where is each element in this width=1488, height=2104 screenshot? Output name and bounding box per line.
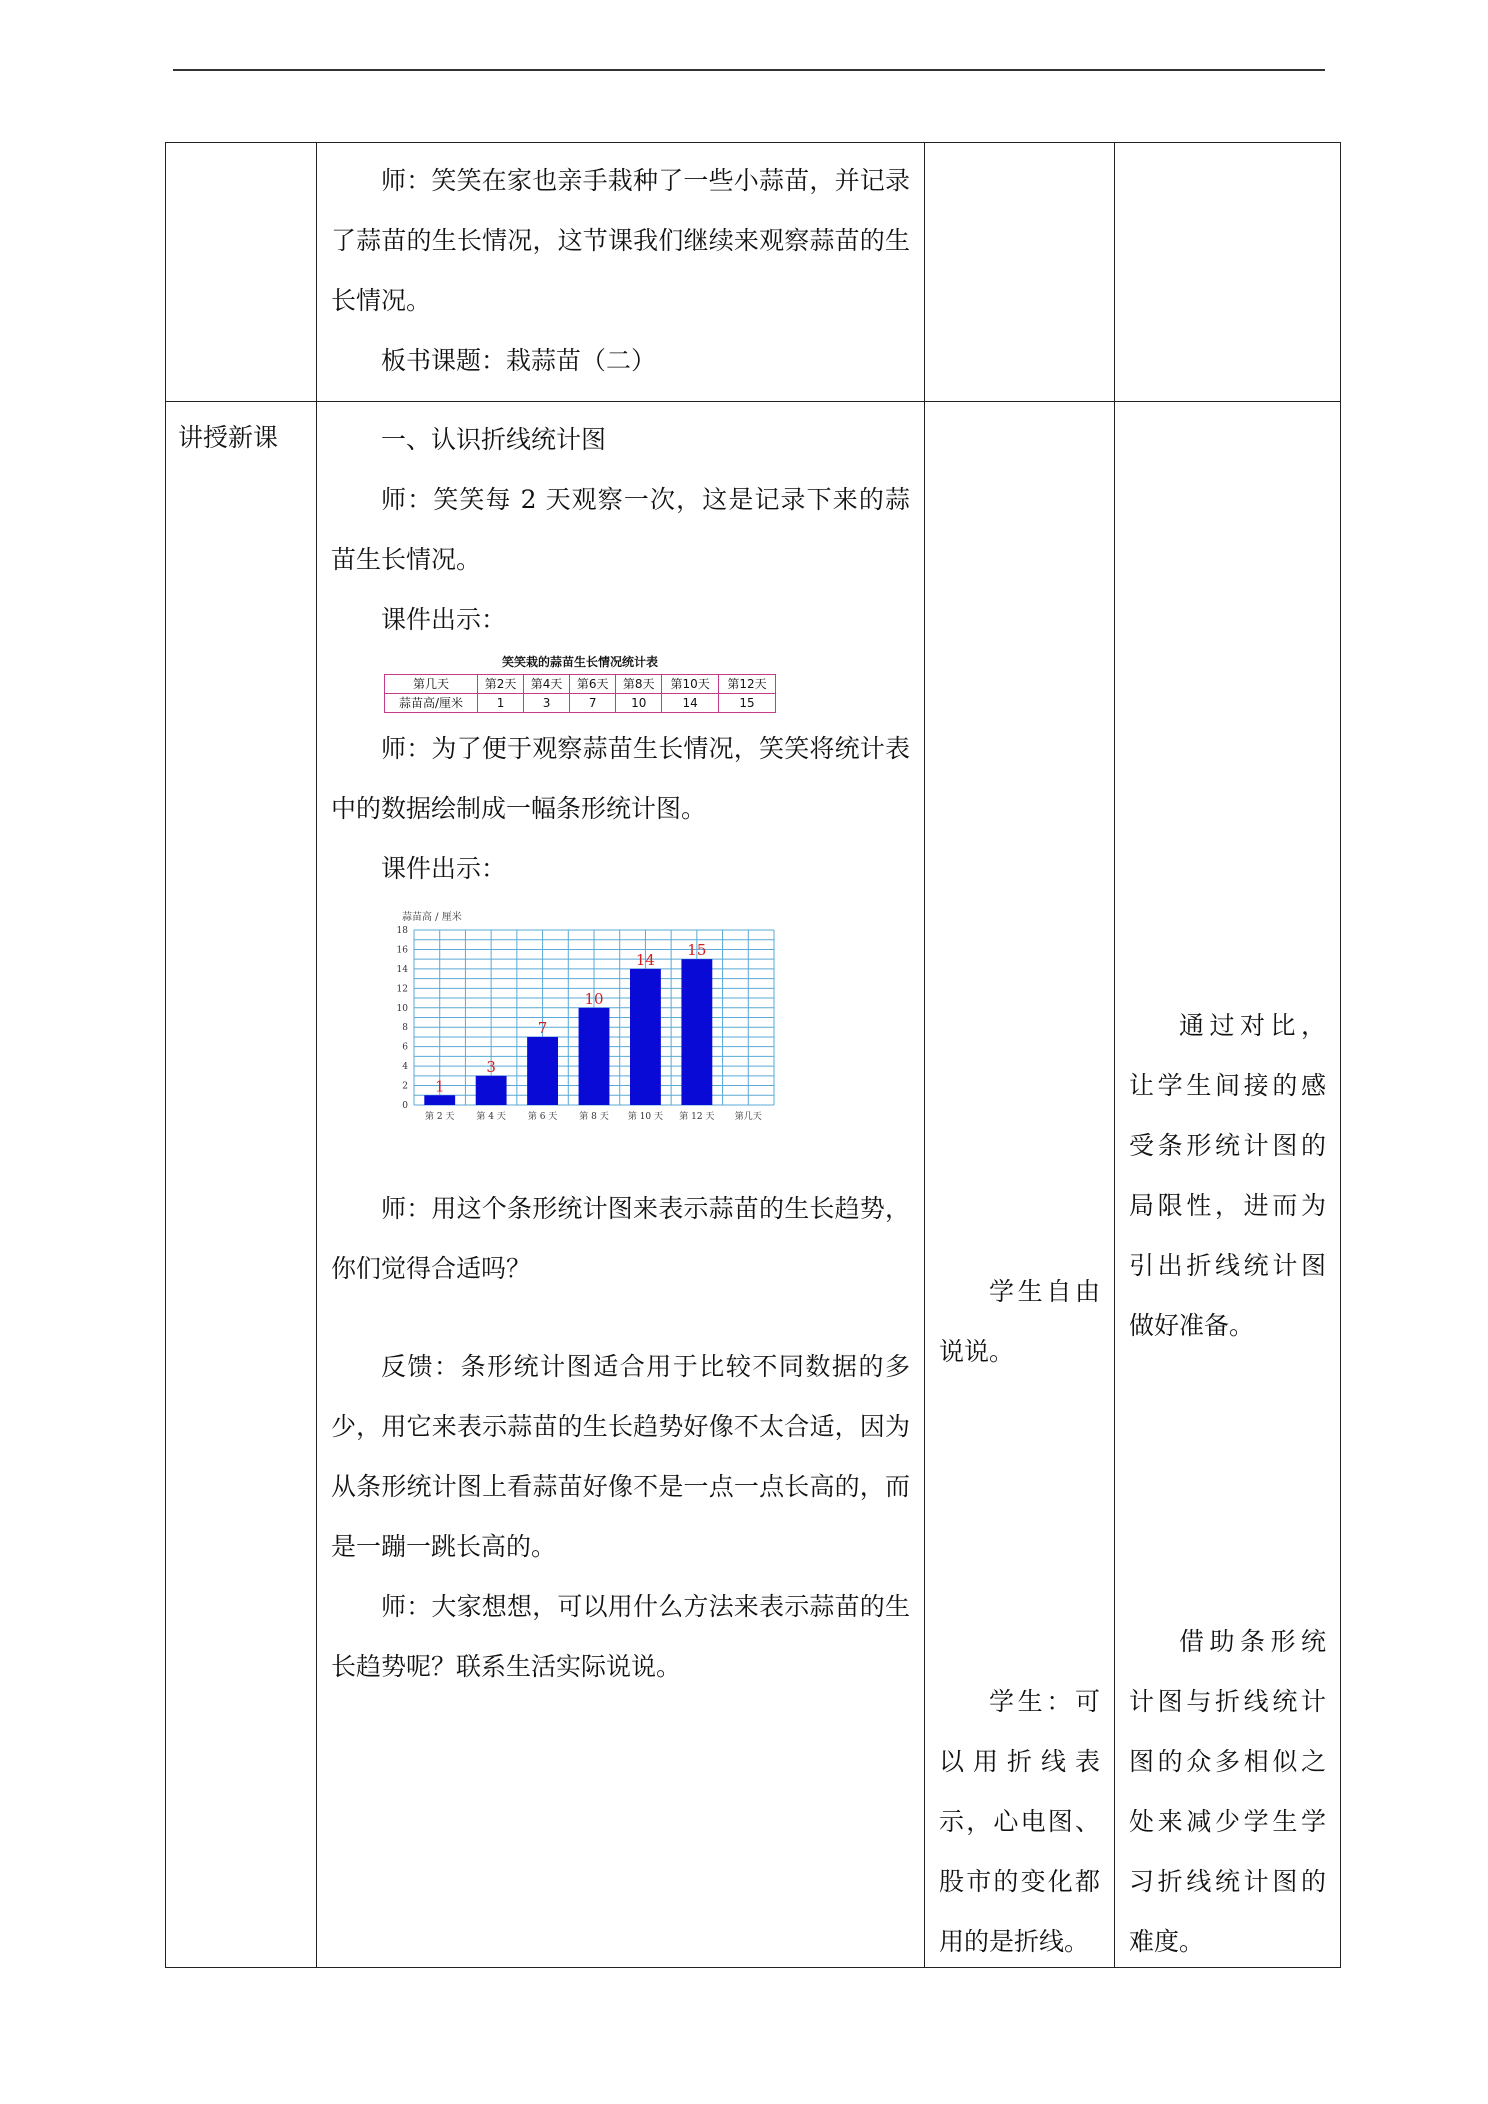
y-tick-label: 10 [396, 1003, 408, 1014]
table-cell: 第8天 [616, 675, 662, 694]
intent-cell-empty [1115, 143, 1341, 402]
section-cell [166, 402, 317, 1968]
table-cell: 14 [662, 694, 719, 713]
bar [630, 969, 661, 1105]
garlic-table [384, 674, 776, 713]
y-tick-label: 0 [402, 1101, 408, 1111]
x-axis-label: 第几天 [734, 1112, 762, 1122]
section-cell-empty [166, 143, 317, 402]
courseware-show-1: 课件出示： [381, 605, 507, 634]
table-cell: 第12天 [719, 675, 776, 694]
teacher-paragraph-4: 师：大家想想，可以用什么方法来表示蒜苗的生长趋势呢？联系生活实际说说。 [331, 1592, 910, 1681]
x-tick-label: 第 10 天 [627, 1112, 664, 1122]
y-tick-label: 12 [396, 984, 408, 995]
table-cell: 第2天 [478, 675, 524, 694]
student-cell-empty [925, 143, 1115, 402]
teacher-paragraph-1: 师：笑笑每 2 天观察一次，这是记录下来的蒜苗生长情况。 [331, 485, 910, 574]
student-activity-1: 学生自由说说。 [939, 1277, 1100, 1366]
y-tick-label: 18 [396, 926, 408, 936]
bar [579, 1008, 610, 1105]
design-intent-2: 借助条形统计图与折线统计图的众多相似之处来减少学生学习折线统计图的难度。 [1129, 1627, 1326, 1956]
table-cell: 第几天 [385, 675, 478, 694]
data-label: 10 [584, 989, 604, 1008]
table-cell: 10 [616, 694, 662, 713]
bar-chart [384, 905, 804, 1135]
content-cell [317, 402, 925, 1968]
bar [527, 1037, 558, 1105]
y-axis-label: 蒜苗高 / 厘米 [402, 912, 462, 923]
section-label: 讲授新课 [178, 423, 279, 452]
x-tick-label: 第 12 天 [679, 1112, 715, 1122]
courseware-show-2: 课件出示： [381, 854, 507, 883]
table-cell: 3 [524, 694, 570, 713]
feedback-paragraph: 反馈：条形统计图适合用于比较不同数据的多少，用它来表示蒜苗的生长趋势好像不太合适，因为从条形统计图上看蒜苗好像不是一点一点长高的，而是一蹦一跳长高的。 [331, 1352, 910, 1561]
table-cell: 蒜苗高/厘米 [385, 694, 478, 713]
table-row-new-lesson [166, 402, 1341, 1968]
bar [424, 1095, 455, 1105]
x-tick-label: 第 2 天 [424, 1112, 455, 1122]
table-row-intro [166, 143, 1341, 402]
intent-cell [1115, 402, 1341, 1968]
table-cell: 15 [719, 694, 776, 713]
student-activity-2: 学生：可以用折线表示，心电图、股市的变化都用的是折线。 [939, 1687, 1100, 1956]
content-cell-intro [317, 143, 925, 402]
teacher-paragraph-3: 师：用这个条形统计图来表示蒜苗的生长趋势，你们觉得合适吗？ [331, 1194, 910, 1283]
section-heading: 一、认识折线统计图 [381, 425, 607, 454]
table-cell: 1 [478, 694, 524, 713]
data-label: 15 [687, 941, 707, 960]
board-title-paragraph: 板书课题：栽蒜苗（二） [381, 346, 657, 375]
y-tick-label: 16 [396, 945, 408, 956]
garlic-table-header [385, 675, 776, 694]
bar [476, 1076, 507, 1105]
data-label: 7 [537, 1018, 548, 1037]
garlic-table-values [385, 694, 776, 713]
garlic-data-table [384, 650, 776, 713]
data-label: 1 [434, 1077, 445, 1096]
bar-chart-svg [384, 905, 804, 1135]
y-tick-label: 6 [402, 1042, 408, 1053]
table-cell: 第4天 [524, 675, 570, 694]
x-tick-label: 第 4 天 [476, 1112, 506, 1122]
data-label: 14 [635, 950, 655, 969]
table-cell: 7 [570, 694, 616, 713]
bar [681, 959, 712, 1105]
teacher-paragraph-2: 师：为了便于观察蒜苗生长情况，笑笑将统计表中的数据绘制成一幅条形统计图。 [331, 734, 910, 823]
lesson-plan-table [165, 142, 1341, 1968]
y-tick-label: 14 [396, 964, 408, 975]
x-tick-label: 第 8 天 [579, 1112, 609, 1122]
x-tick-label: 第 6 天 [527, 1112, 558, 1122]
data-table-title: 笑笑栽的蒜苗生长情况统计表 [501, 655, 658, 669]
y-tick-label: 4 [402, 1062, 408, 1073]
y-tick-label: 8 [402, 1023, 408, 1034]
y-tick-label: 2 [402, 1081, 408, 1092]
student-cell [925, 402, 1115, 1968]
table-cell: 第6天 [570, 675, 616, 694]
intro-paragraph: 师：笑笑在家也亲手栽种了一些小蒜苗，并记录了蒜苗的生长情况，这节课我们继续来观察蒜苗的生长情况。 [331, 166, 910, 315]
data-label: 3 [486, 1057, 496, 1076]
header-rule [173, 69, 1325, 71]
table-cell: 第10天 [662, 675, 719, 694]
design-intent-1: 通过对比，让学生间接的感受条形统计图的局限性，进而为引出折线统计图做好准备。 [1129, 1011, 1326, 1340]
